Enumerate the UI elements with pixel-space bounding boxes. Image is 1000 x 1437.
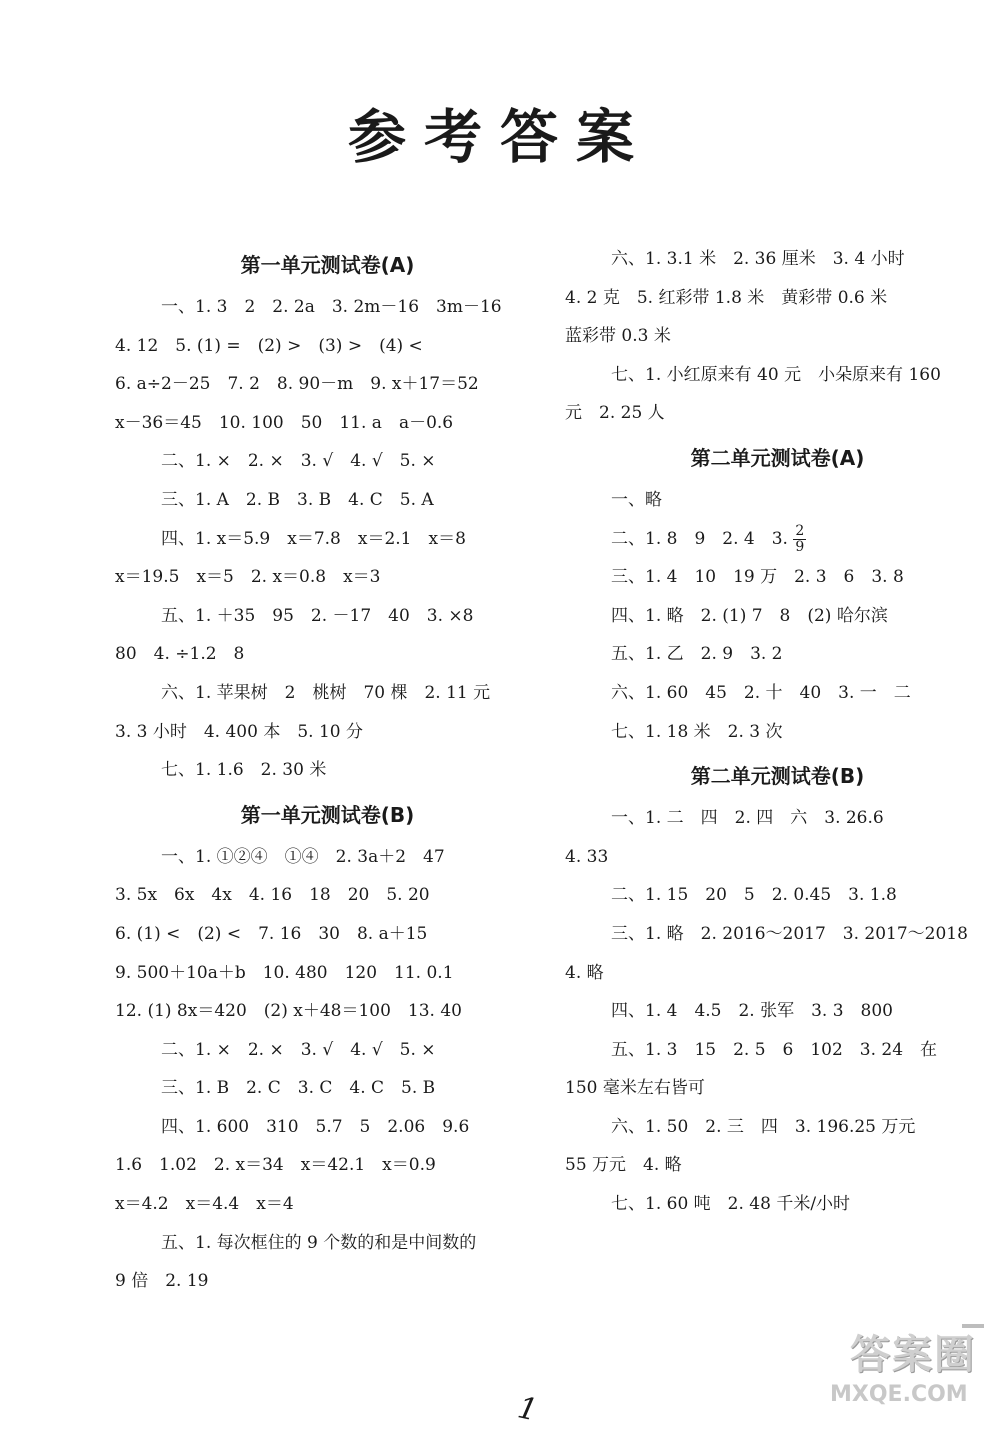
- answer-line: 三、1. A 2. B 3. B 4. C 5. A: [161, 489, 434, 510]
- answer-line: 4. 2 克 5. 红彩带 1.8 米 黄彩带 0.6 米: [565, 287, 888, 308]
- answer-line: 五、1. 3 15 2. 5 6 102 3. 24 在: [611, 1039, 938, 1060]
- answer-line: 七、1. 1.6 2. 30 米: [161, 760, 327, 781]
- answer-line: 55 万元 4. 略: [565, 1155, 682, 1176]
- answer-line: 二、1. 15 20 5 2. 0.45 3. 1.8: [611, 885, 897, 906]
- answer-line: x－36＝45 10. 100 50 11. a a－0.6: [115, 412, 454, 433]
- answer-line: 一、1. ①②④ ①④ 2. 3a＋2 47: [161, 846, 445, 867]
- answer-line: 七、1. 60 吨 2. 48 千米/小时: [611, 1194, 851, 1215]
- section-heading: 第一单元测试卷(B): [240, 802, 415, 827]
- answer-line: 元 2. 25 人: [565, 403, 665, 424]
- answer-line: 4. 12 5. (1) = (2) > (3) > (4) <: [115, 335, 423, 356]
- answer-line: 四、1. x＝5.9 x＝7.8 x＝2.1 x＝8: [161, 528, 466, 549]
- answer-line: 七、1. 18 米 2. 3 次: [611, 721, 783, 742]
- watermark-dash: [962, 1324, 984, 1328]
- section-heading: 第一单元测试卷(A): [240, 253, 415, 277]
- answer-line: 七、1. 小红原来有 40 元 小朵原来有 160: [611, 364, 941, 385]
- right-column: [565, 240, 990, 1224]
- fraction-prefix: 二、1. 8 9 2. 4 3.: [611, 528, 794, 549]
- answer-line: 12. (1) 8x＝420 (2) x＋48＝100 13. 40: [115, 1001, 462, 1022]
- answer-line: 六、1. 苹果树 2 桃树 70 棵 2. 11 元: [161, 682, 491, 703]
- answer-line: x＝4.2 x＝4.4 x＝4: [115, 1194, 294, 1215]
- answer-line: 6. a÷2－25 7. 2 8. 90－m 9. x＋17＝52: [115, 374, 479, 395]
- page-number: 1: [514, 1390, 541, 1429]
- answer-line: 9 倍 2. 19: [115, 1271, 209, 1292]
- answer-line: 四、1. 4 4.5 2. 张军 3. 3 800: [611, 1001, 893, 1022]
- watermark-logo: [830, 1330, 995, 1430]
- fraction: [793, 524, 806, 555]
- section-heading: 第二单元测试卷(A): [690, 445, 865, 470]
- answer-line: 五、1. 每次框住的 9 个数的和是中间数的: [161, 1232, 477, 1253]
- answer-line: 80 4. ÷1.2 8: [115, 644, 245, 665]
- left-column: [115, 240, 540, 1301]
- answer-line: 二、1. × 2. × 3. √ 4. √ 5. ×: [161, 451, 436, 472]
- answer-line: 四、1. 略 2. (1) 7 8 (2) 哈尔滨: [611, 605, 888, 626]
- answer-line: 一、1. 二 四 2. 四 六 3. 26.6: [611, 808, 884, 829]
- right-column-bottom: [565, 558, 990, 1224]
- answer-line: 一、略: [611, 489, 662, 510]
- watermark-logo-text: 答案圈: [850, 1332, 976, 1378]
- answer-line: 三、1. 略 2. 2016～2017 3. 2017～2018: [611, 923, 968, 944]
- answer-line: 五、1. ＋35 95 2. －17 40 3. ×8: [161, 605, 474, 626]
- answer-line: 三、1. B 2. C 3. C 4. C 5. B: [161, 1078, 436, 1099]
- fraction-numerator: 2: [795, 522, 805, 539]
- answer-line: 4. 略: [565, 962, 604, 983]
- answer-line: 150 毫米左右皆可: [565, 1078, 705, 1099]
- answer-line: 9. 500＋10a＋b 10. 480 120 11. 0.1: [115, 962, 454, 983]
- page-title: 参考答案: [347, 103, 652, 171]
- right-column-top: [565, 240, 990, 520]
- answer-line: 六、1. 3.1 米 2. 36 厘米 3. 4 小时: [611, 249, 905, 269]
- answer-line: 六、1. 50 2. 三 四 3. 196.25 万元: [611, 1116, 916, 1137]
- answer-line: 6. (1) < (2) < 7. 16 30 8. a＋15: [115, 923, 428, 944]
- fraction-denominator: 9: [795, 538, 805, 555]
- answer-line: 4. 33: [565, 846, 609, 867]
- watermark-url: MXQE.COM: [830, 1382, 968, 1407]
- answer-line: 五、1. 乙 2. 9 3. 2: [611, 644, 783, 665]
- answer-line: 三、1. 4 10 19 万 2. 3 6 3. 8: [611, 567, 904, 588]
- answer-line: 蓝彩带 0.3 米: [565, 326, 671, 347]
- answer-line: 3. 5x 6x 4x 4. 16 18 20 5. 20: [115, 885, 430, 906]
- answer-line: 3. 3 小时 4. 400 本 5. 10 分: [115, 721, 363, 742]
- answer-line: 二、1. × 2. × 3. √ 4. √ 5. ×: [161, 1039, 436, 1060]
- answer-line: 1.6 1.02 2. x＝34 x＝42.1 x＝0.9: [115, 1155, 436, 1176]
- answer-line: 一、1. 3 2 2. 2a 3. 2m－16 3m－16: [161, 297, 502, 317]
- section-heading: 第二单元测试卷(B): [690, 764, 865, 789]
- answer-line: 四、1. 600 310 5.7 5 2.06 9.6: [161, 1116, 470, 1137]
- answer-line: 六、1. 60 45 2. 十 40 3. 一 二: [611, 682, 911, 703]
- answer-line: x＝19.5 x＝5 2. x＝0.8 x＝3: [115, 567, 381, 588]
- answer-line-fraction: [565, 520, 990, 559]
